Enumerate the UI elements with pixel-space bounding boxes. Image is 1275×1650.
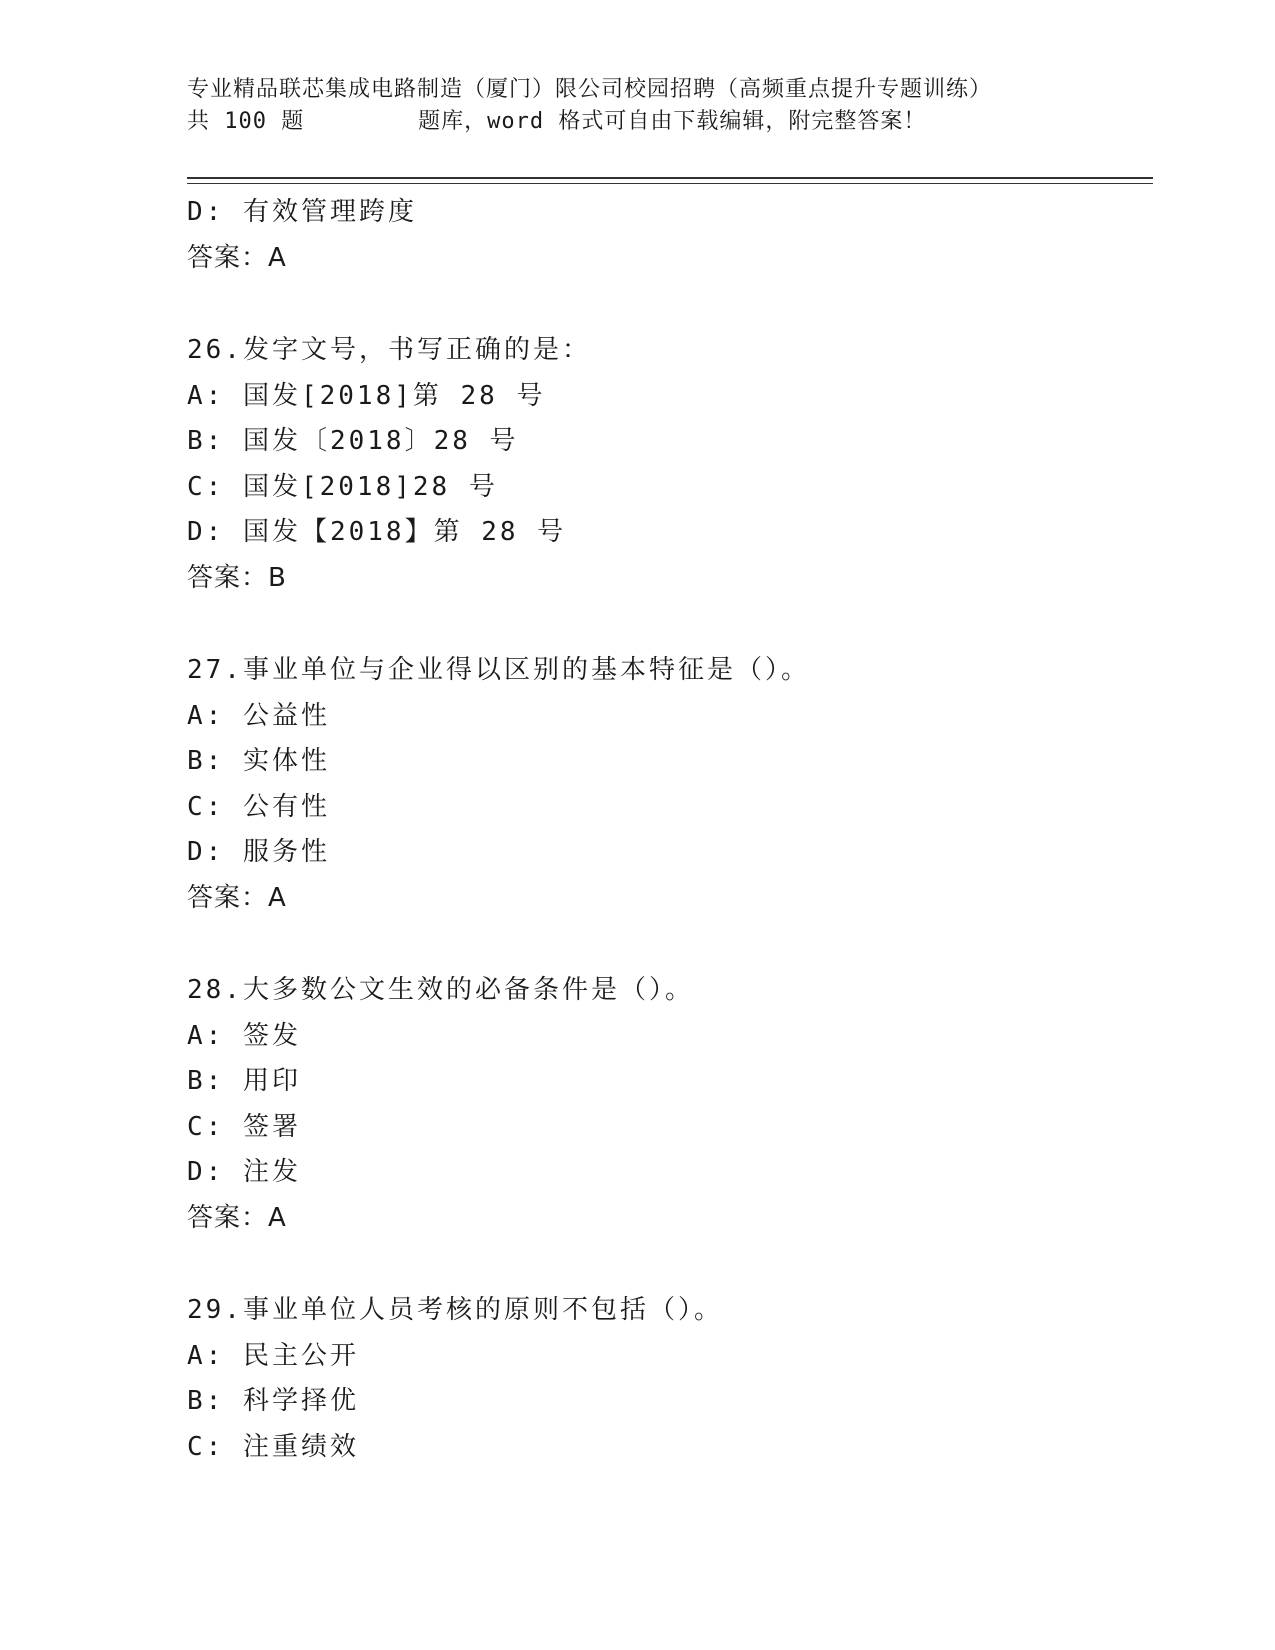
option-a: A: 国发[2018]第 28 号 [187, 380, 546, 411]
header-divider-thick [187, 177, 1153, 179]
answer-line: 答案：A [187, 1202, 287, 1233]
option-d: D: 有效管理跨度 [187, 197, 417, 227]
option-c: C: 公有性 [187, 791, 330, 822]
answer-line: 答案：A [187, 882, 287, 913]
option-c: C: 签署 [187, 1111, 301, 1142]
question-stem: 26.发字文号，书写正确的是： [187, 335, 591, 365]
question-block [187, 968, 1147, 1241]
option-b: B: 实体性 [187, 746, 330, 776]
option-d: D: 服务性 [187, 837, 330, 867]
question-stem: 29.事业单位人员考核的原则不包括（）。 [187, 1295, 723, 1325]
option-d: D: 注发 [187, 1157, 301, 1187]
question-stem: 27.事业单位与企业得以区别的基本特征是（）。 [187, 655, 810, 685]
header-divider-thin [187, 183, 1153, 184]
option-a: A: 民主公开 [187, 1340, 359, 1371]
option-a: A: 公益性 [187, 700, 330, 731]
option-b: B: 国发〔2018〕28 号 [187, 426, 519, 456]
answer-line: 答案：B [187, 562, 287, 593]
header-title: 专业精品联芯集成电路制造（厦门）限公司校园招聘（高频重点提升专题训练） [187, 77, 993, 102]
question-block [187, 1288, 1147, 1470]
option-c: C: 注重绩效 [187, 1431, 359, 1462]
question-block [187, 328, 1147, 601]
question-content [187, 190, 1147, 1470]
option-d: D: 国发【2018】第 28 号 [187, 517, 567, 547]
option-b: B: 用印 [187, 1066, 301, 1096]
option-a: A: 签发 [187, 1020, 301, 1051]
answer-line: 答案：A [187, 242, 287, 273]
question-block [187, 648, 1147, 921]
header-subtitle: 共 100 题 题库，word 格式可自由下载编辑，附完整答案！ [187, 109, 927, 134]
document-header [187, 74, 1147, 138]
option-b: B: 科学择优 [187, 1386, 359, 1416]
question-stem: 28.大多数公文生效的必备条件是（）。 [187, 975, 694, 1005]
option-c: C: 国发[2018]28 号 [187, 471, 498, 502]
question-block [187, 190, 1147, 281]
